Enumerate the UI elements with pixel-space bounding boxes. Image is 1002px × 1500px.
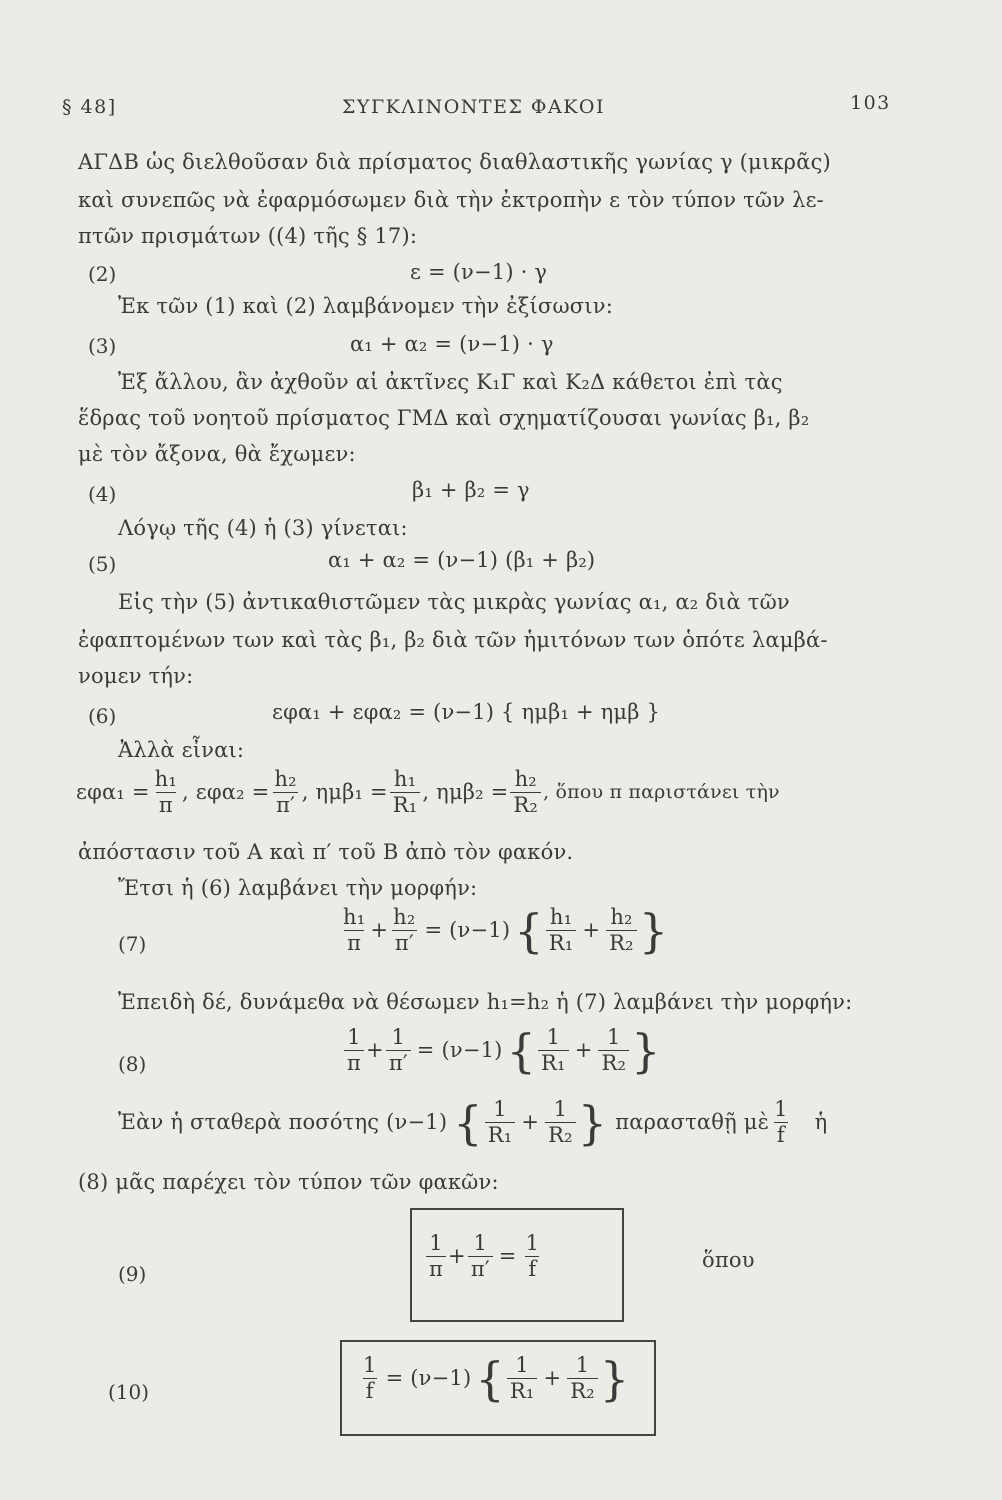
numerator: h₂ bbox=[514, 767, 537, 791]
denominator: R₁ bbox=[485, 1122, 516, 1147]
fraction bbox=[545, 1098, 576, 1147]
denominator: f bbox=[525, 1256, 539, 1281]
denominator: π′ bbox=[392, 930, 417, 955]
denominator: R₂ bbox=[545, 1122, 576, 1147]
left-brace-icon: { bbox=[514, 903, 544, 958]
numerator: 1 bbox=[546, 1025, 561, 1049]
equation-number: (3) bbox=[88, 334, 117, 358]
label-efa1: εφα₁ = bbox=[76, 780, 150, 805]
denominator: R₂ bbox=[510, 792, 541, 817]
fraction bbox=[344, 1026, 364, 1075]
text-line: καὶ συνεπῶς νὰ ἐφαρμόσωμεν διὰ τὴν ἐκτροπὴν ε τὸν τύπον τῶν λε- bbox=[78, 188, 824, 212]
text-fragment: Ἐὰν ἡ σταθερὰ ποσότης (ν−1) bbox=[118, 1110, 448, 1135]
equation-7 bbox=[338, 903, 669, 958]
section-marker: § 48] bbox=[62, 96, 117, 118]
denominator: π bbox=[156, 792, 176, 817]
left-brace-icon: { bbox=[506, 1023, 537, 1078]
left-brace-icon: { bbox=[475, 1351, 505, 1406]
equation-3: α₁ + α₂ = (ν−1) · γ bbox=[350, 332, 554, 356]
text-line: νομεν τήν: bbox=[78, 664, 194, 688]
numerator: h₁ bbox=[343, 905, 366, 929]
text-line: Ἐξ ἄλλου, ἂν ἀχθοῦν αἱ ἀκτῖνες Κ₁Γ καὶ Κ₂Δ κάθετοι ἐπὶ τὰς bbox=[118, 370, 783, 394]
denominator: f bbox=[363, 1378, 377, 1403]
numerator: 1 bbox=[515, 1353, 529, 1377]
plus-sign: + bbox=[574, 1038, 593, 1063]
plus-sign: + bbox=[521, 1110, 540, 1135]
numerator: h₂ bbox=[274, 767, 297, 791]
fraction bbox=[523, 1232, 543, 1281]
right-brace-icon: } bbox=[577, 1095, 608, 1150]
equation-number: (7) bbox=[118, 932, 147, 956]
numerator: 1 bbox=[363, 1353, 377, 1377]
equation-8 bbox=[342, 1023, 661, 1078]
plus-sign: + bbox=[582, 918, 601, 943]
denominator: π bbox=[426, 1256, 446, 1281]
equation-number: (2) bbox=[88, 262, 117, 286]
text-line: Ἀλλὰ εἶναι: bbox=[118, 738, 245, 762]
numerator: 1 bbox=[575, 1353, 590, 1377]
equation-number: (6) bbox=[88, 704, 117, 728]
fraction bbox=[606, 906, 637, 955]
text-line: (8) μᾶς παρέχει τὸν τύπον τῶν φακῶν: bbox=[78, 1170, 499, 1194]
equation-number: (8) bbox=[118, 1052, 147, 1076]
numerator: 1 bbox=[429, 1231, 443, 1255]
running-title: ΣΥΓΚΛΙΝΟΝΤΕΣ ΦΑΚΟΙ bbox=[342, 96, 605, 118]
denominator: R₁ bbox=[546, 930, 577, 955]
text-line: μὲ τὸν ἄξονα, θὰ ἔχωμεν: bbox=[78, 442, 356, 466]
text-line: ΑΓΔΒ ὡς διελθοῦσαν διὰ πρίσματος διαθλαστικῆς γωνίας γ (μικρᾶς) bbox=[78, 150, 831, 174]
definitions-line bbox=[76, 768, 780, 817]
plus-sign: + bbox=[543, 1366, 562, 1391]
fraction bbox=[485, 1098, 516, 1147]
left-brace-icon: { bbox=[453, 1095, 483, 1150]
equation-5: α₁ + α₂ = (ν−1) (β₁ + β₂) bbox=[328, 548, 596, 572]
text-line: Ἔτσι ἡ (6) λαμβάνει τὴν μορφήν: bbox=[118, 876, 478, 900]
denominator: R₁ bbox=[390, 792, 421, 817]
right-brace-icon: } bbox=[599, 1351, 630, 1406]
numerator: h₁ bbox=[154, 767, 177, 791]
denominator: π′ bbox=[468, 1256, 493, 1281]
text-line: πτῶν πρισμάτων ((4) τῆς § 17): bbox=[78, 224, 418, 248]
numerator: h₂ bbox=[610, 905, 633, 929]
denominator: f bbox=[774, 1122, 788, 1147]
fraction bbox=[360, 1354, 380, 1403]
fraction-h2-pip bbox=[271, 768, 299, 817]
equation-4: β₁ + β₂ = γ bbox=[412, 478, 530, 502]
text-fragment: παρασταθῇ μὲ bbox=[615, 1110, 770, 1135]
fraction bbox=[567, 1354, 598, 1403]
label-hmb2: , ημβ₂ = bbox=[422, 780, 509, 805]
denominator: R₁ bbox=[538, 1050, 569, 1075]
constant-line bbox=[118, 1095, 828, 1150]
right-brace-icon: } bbox=[638, 903, 669, 958]
text-line: ἀπόστασιν τοῦ Α καὶ π′ τοῦ Β ἀπὸ τὸν φακόν. bbox=[78, 840, 574, 864]
fraction bbox=[386, 1026, 411, 1075]
numerator: 1 bbox=[607, 1025, 621, 1049]
equation-number: (9) bbox=[118, 1262, 147, 1286]
fraction-h1-R1 bbox=[390, 768, 421, 817]
text-line: Λόγῳ τῆς (4) ἡ (3) γίνεται: bbox=[118, 516, 408, 540]
numerator: h₁ bbox=[393, 767, 417, 791]
fraction bbox=[390, 906, 418, 955]
equation-6: εφα₁ + εφα₂ = (ν−1) { ημβ₁ + ημβ } bbox=[272, 700, 661, 724]
page-number: 103 bbox=[850, 92, 891, 114]
denominator: R₂ bbox=[598, 1050, 629, 1075]
fraction bbox=[468, 1232, 493, 1281]
numerator: 1 bbox=[525, 1231, 540, 1255]
text-line: ἐφαπτομένων των καὶ τὰς β₁, β₂ διὰ τῶν ἡμιτόνων των ὁπότε λαμβά- bbox=[78, 628, 828, 652]
numerator: 1 bbox=[493, 1097, 507, 1121]
fraction bbox=[546, 906, 577, 955]
plus-sign: + bbox=[370, 918, 389, 943]
numerator: 1 bbox=[347, 1025, 361, 1049]
denominator: R₁ bbox=[507, 1378, 538, 1403]
plus-sign: + bbox=[366, 1038, 384, 1063]
fraction-h1-pi bbox=[152, 768, 180, 817]
denominator: π′ bbox=[386, 1050, 411, 1075]
equals-nu: = (ν−1) bbox=[424, 918, 511, 943]
fraction bbox=[538, 1026, 569, 1075]
fraction bbox=[771, 1098, 791, 1147]
denominator: π bbox=[344, 930, 364, 955]
text-line: Εἰς τὴν (5) ἀντικαθιστῶμεν τὰς μικρὰς γωνίας α₁, α₂ διὰ τῶν bbox=[118, 590, 790, 614]
label-efa2: , εφα₂ = bbox=[182, 780, 270, 805]
label-hmb1: , ημβ₁ = bbox=[301, 780, 388, 805]
plus-sign: + bbox=[448, 1244, 466, 1269]
text-fragment: ἡ bbox=[814, 1110, 828, 1135]
equals-sign: = bbox=[498, 1244, 517, 1269]
numerator: 1 bbox=[553, 1097, 568, 1121]
equation-number: (5) bbox=[88, 552, 117, 576]
equation-10 bbox=[358, 1351, 630, 1406]
fraction bbox=[598, 1026, 629, 1075]
numerator: h₁ bbox=[549, 905, 573, 929]
numerator: 1 bbox=[774, 1097, 788, 1121]
text-line: Ἐκ τῶν (1) καὶ (2) λαμβάνομεν τὴν ἐξίσωσιν: bbox=[118, 294, 613, 318]
equals-nu: = (ν−1) bbox=[416, 1038, 503, 1063]
fraction-h2-R2 bbox=[510, 768, 541, 817]
text-line: ἕδρας τοῦ νοητοῦ πρίσματος ΓΜΔ καὶ σχηματίζουσαι γωνίας β₁, β₂ bbox=[78, 406, 810, 430]
denominator: R₂ bbox=[606, 930, 637, 955]
numerator: 1 bbox=[473, 1231, 488, 1255]
text-line-tail: , ὅπου π παριστάνει τὴν bbox=[543, 781, 780, 804]
fraction bbox=[426, 1232, 446, 1281]
text-fragment: ὅπου bbox=[702, 1248, 755, 1272]
equation-number: (4) bbox=[88, 482, 117, 506]
numerator: 1 bbox=[391, 1025, 406, 1049]
right-brace-icon: } bbox=[631, 1023, 661, 1078]
denominator: π bbox=[344, 1050, 364, 1075]
text-line: Ἐπειδὴ δέ, δυνάμεθα νὰ θέσωμεν h₁=h₂ ἡ (7) λαμβάνει τὴν μορφήν: bbox=[118, 990, 853, 1014]
equals-nu: = (ν−1) bbox=[385, 1366, 472, 1391]
equation-9 bbox=[424, 1232, 544, 1281]
equation-2: ε = (ν−1) · γ bbox=[410, 260, 548, 284]
equation-number: (10) bbox=[108, 1380, 150, 1404]
denominator: R₂ bbox=[567, 1378, 598, 1403]
fraction bbox=[507, 1354, 538, 1403]
denominator: π′ bbox=[273, 792, 298, 817]
fraction bbox=[340, 906, 368, 955]
numerator: h₂ bbox=[393, 905, 416, 929]
